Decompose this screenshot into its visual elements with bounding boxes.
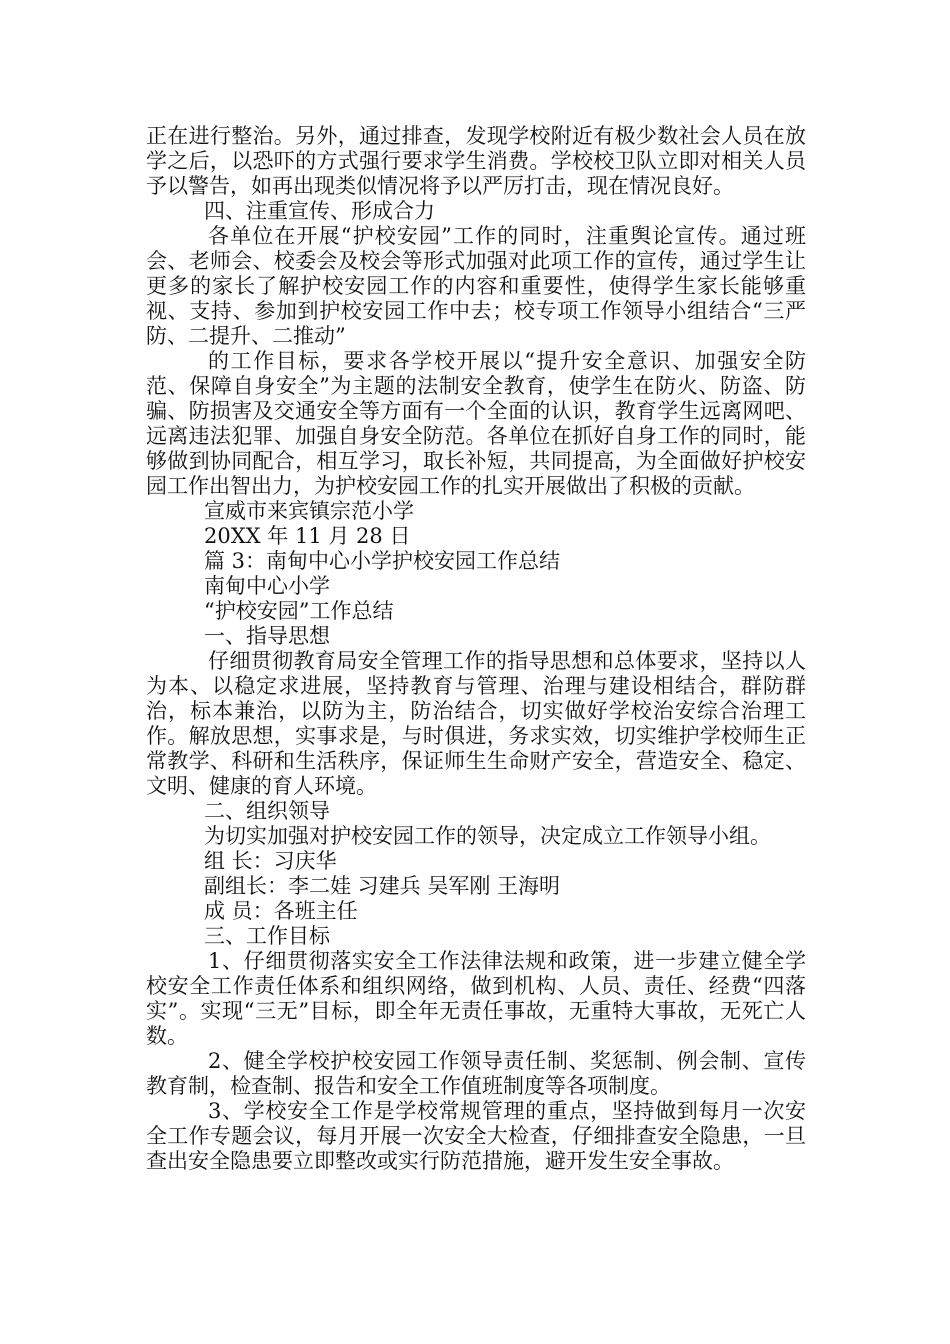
signature-school: 宣威市来宾镇宗范小学 (204, 499, 414, 523)
members-line: 成 员：各班主任 (204, 899, 358, 923)
article-title: 篇 3：南甸中心小学护校安园工作总结 (204, 549, 561, 573)
paragraph-publicity: 各单位在开展“护校安园”工作的同时，注重舆论宣传。通过班会、老师会、校委会及校会等形式加强对此项工作的宣传，通过学生让更多的家长了解护校安园工作的内容和重要性，使得学生家长能够重视、支持、参加到护校安园工作中去；校专项工作领导小组结合“三严防、二提升、二推动” (146, 224, 806, 348)
signature-date: 20XX 年 11 月 28 日 (204, 524, 411, 548)
school-name: 南甸中心小学 (204, 574, 330, 598)
goal-item-2: 2、健全学校护校安园工作领导责任制、奖惩制、例会制、宣传教育制，检查制、报告和安全工作值班制度等各项制度。 (146, 1049, 806, 1098)
paragraph-organization: 为切实加强对护校安园工作的领导，决定成立工作领导小组。 (204, 824, 771, 848)
section-heading-publicity: 四、注重宣传、形成合力 (204, 199, 435, 223)
report-title: “护校安园”工作总结 (204, 599, 394, 623)
document-body (146, 124, 806, 1174)
paragraph-guiding-thought: 仔细贯彻教育局安全管理工作的指导思想和总体要求，坚持以人为本、以稳定求进展，坚持教育与管理、治理与建设相结合，群防群治，标本兼治，以防为主，防治结合，切实做好学校治安综合治理工作。解放思想，实事求是，与时俱进，务求实效，切实维护学校师生正常教学、科研和生活秩序，保证师生生命财产安全，营造安全、稳定、文明、健康的育人环境。 (146, 649, 806, 798)
leader-line: 组 长：习庆华 (204, 849, 337, 873)
paragraph-work-goal: 的工作目标，要求各学校开展以“提升安全意识、加强安全防范、保障自身安全”为主题的法制安全教育，使学生在防火、防盗、防骗、防损害及交通安全等方面有一个全面的认识，教育学生远离网吧、远离违法犯罪、加强自身安全防范。各单位在抓好自身工作的同时，能够做到协同配合，相互学习，取长补短，共同提高，为全面做好护校安园工作出智出力，为护校安园工作的扎实开展做出了积极的贡献。 (146, 349, 806, 498)
section-heading-goals: 三、工作目标 (204, 924, 330, 948)
paragraph-rectification: 正在进行整治。另外，通过排查，发现学校附近有极少数社会人员在放学之后，以恐吓的方式强行要求学生消费。学校校卫队立即对相关人员予以警告，如再出现类似情况将予以严厉打击，现在情况良好。 (146, 124, 806, 198)
section-heading-guiding-thought: 一、指导思想 (204, 624, 330, 648)
goal-item-1: 1、仔细贯彻落实安全工作法律法规和政策，进一步建立健全学校安全工作责任体系和组织网络，做到机构、人员、责任、经费“四落实”。实现“三无”目标，即全年无责任事故，无重特大事故，无死亡人数。 (146, 949, 806, 1048)
goal-item-3: 3、学校安全工作是学校常规管理的重点，坚持做到每月一次安全工作专题会议，每月开展一次安全大检查，仔细排查安全隐患，一旦查出安全隐患要立即整改或实行防范措施，避开发生安全事故。 (146, 1099, 806, 1173)
section-heading-organization: 二、组织领导 (204, 799, 330, 823)
deputy-leader-line: 副组长：李二娃 习建兵 吴军刚 王海明 (204, 874, 561, 898)
